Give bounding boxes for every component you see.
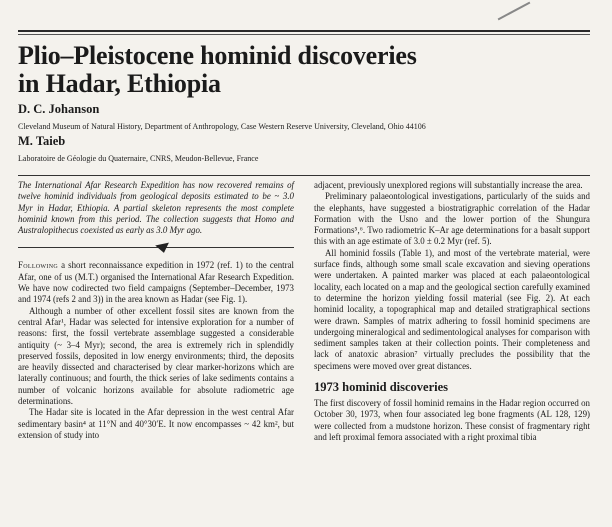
body-paragraph: The first discovery of fossil hominid remains in the Hadar region occurred on October 30, 1973, when four associated leg bone fragments (AL 128, 129) were collected from a mudstone horizon. These consist of fragmentary right and left proximal femora associated with a right proximal tibia — [314, 398, 590, 442]
top-rule — [18, 30, 590, 32]
author-name: M. Taieb — [18, 134, 66, 148]
body-paragraph: adjacent, previously unexplored regions will substantially increase the area. — [314, 180, 583, 190]
abstract: The International Afar Research Expedition has now recovered remains of twelve hominid individuals from geological deposits estimated to be ~ 3.0 Myr in Hadar, Ethiopia. A partial skeleton represents the most complete hominid known from this period. The collection suggests that Homo and Australopithecus coexisted as early as 3.0 Myr ago. — [18, 180, 294, 236]
left-column — [18, 180, 294, 441]
author-affiliation: Cleveland Museum of Natural History, Department of Anthropology, Case Western Reserve University, Cleveland, Ohio 44106 — [18, 122, 426, 131]
body-paragraph: The Hadar site is located in the Afar depression in the west central Afar sedimentary basin⁴ at 11°N and 40°30′E. It now encompasses ~ 42 km², but extension of study into — [18, 407, 294, 440]
author-affiliation: Laboratoire de Géologie du Quaternaire, CNRS, Meudon-Bellevue, France — [18, 154, 259, 163]
right-column — [314, 180, 590, 443]
top-rule-thin — [18, 34, 590, 35]
title-line-2: in Hadar, Ethiopia — [18, 69, 221, 98]
lead-word: Following — [18, 260, 58, 271]
divider-arrow-mark — [155, 243, 171, 255]
section-divider — [18, 242, 294, 256]
title-line-1: Plio–Pleistocene hominid discoveries — [18, 41, 417, 70]
section-heading: 1973 hominid discoveries — [314, 380, 449, 395]
paragraph-text: a short reconnaissance expedition in 1972 (ref. 1) to the central Afar, one of us (M.T.) organised the International Afar Research Expedition. We have now codirected two field campaigns (September–December, 1973 and 1974 (refs 2 and 3)) in the area known as Hadar (see Fig. 1). — [18, 260, 294, 305]
body-paragraph: Preliminary palaeontological investigations, particularly of the suids and the elephants, have suggested a biostratigraphic correlation of the Hadar Formation with the Usno and the lower portion of the Shungura Formations⁵,⁶. Two radiometric K–Ar age determinations for a basalt support this with an age estimate of 3.0 ± 0.2 Myr (ref. 5). — [314, 191, 590, 247]
header-rule — [18, 175, 590, 176]
pen-mark — [498, 2, 531, 21]
author-name: D. C. Johanson — [18, 102, 100, 116]
article-title — [18, 42, 417, 98]
body-paragraph — [18, 260, 294, 305]
body-paragraph: All hominid fossils (Table 1), and most of the vertebrate material, were surface finds, although some small scale excavation and sieving operations were undertaken. A painted marker was placed at each palaeontological locality, each located on a map and the geological section carefully examined to determine the horizon yielding fossil material (see Fig. 2). At each hominid locality, a topographical map and detailed stratigraphical sections were drawn. Samples of matrix adhering to fossil hominid specimens are undergoing mineralogical and sedimentological analyses for comparison with sediment samples taken at their collection points. Their completeness and lack of anatoxic abrasion⁷ virtually precludes the possibility that the specimens were moved over great distances. — [314, 247, 590, 371]
body-paragraph: Although a number of other excellent fossil sites are known from the central Afar¹, Hadar was selected for intensive exploration for a number of reasons: first, the fossil vertebrate assemblage suggested a considerable antiquity (~ 3–4 Myr); second, the area is extremely rich in splendidly preserved fossils, deposited in low energy environments; third, the deposits are heavily dissected and characterised by clear marker-horizons which are laterally continuous; and fourth, the thick series of lake sediments contains a number of volcanic horizons available for absolute radiometric age determinations. — [18, 305, 294, 407]
